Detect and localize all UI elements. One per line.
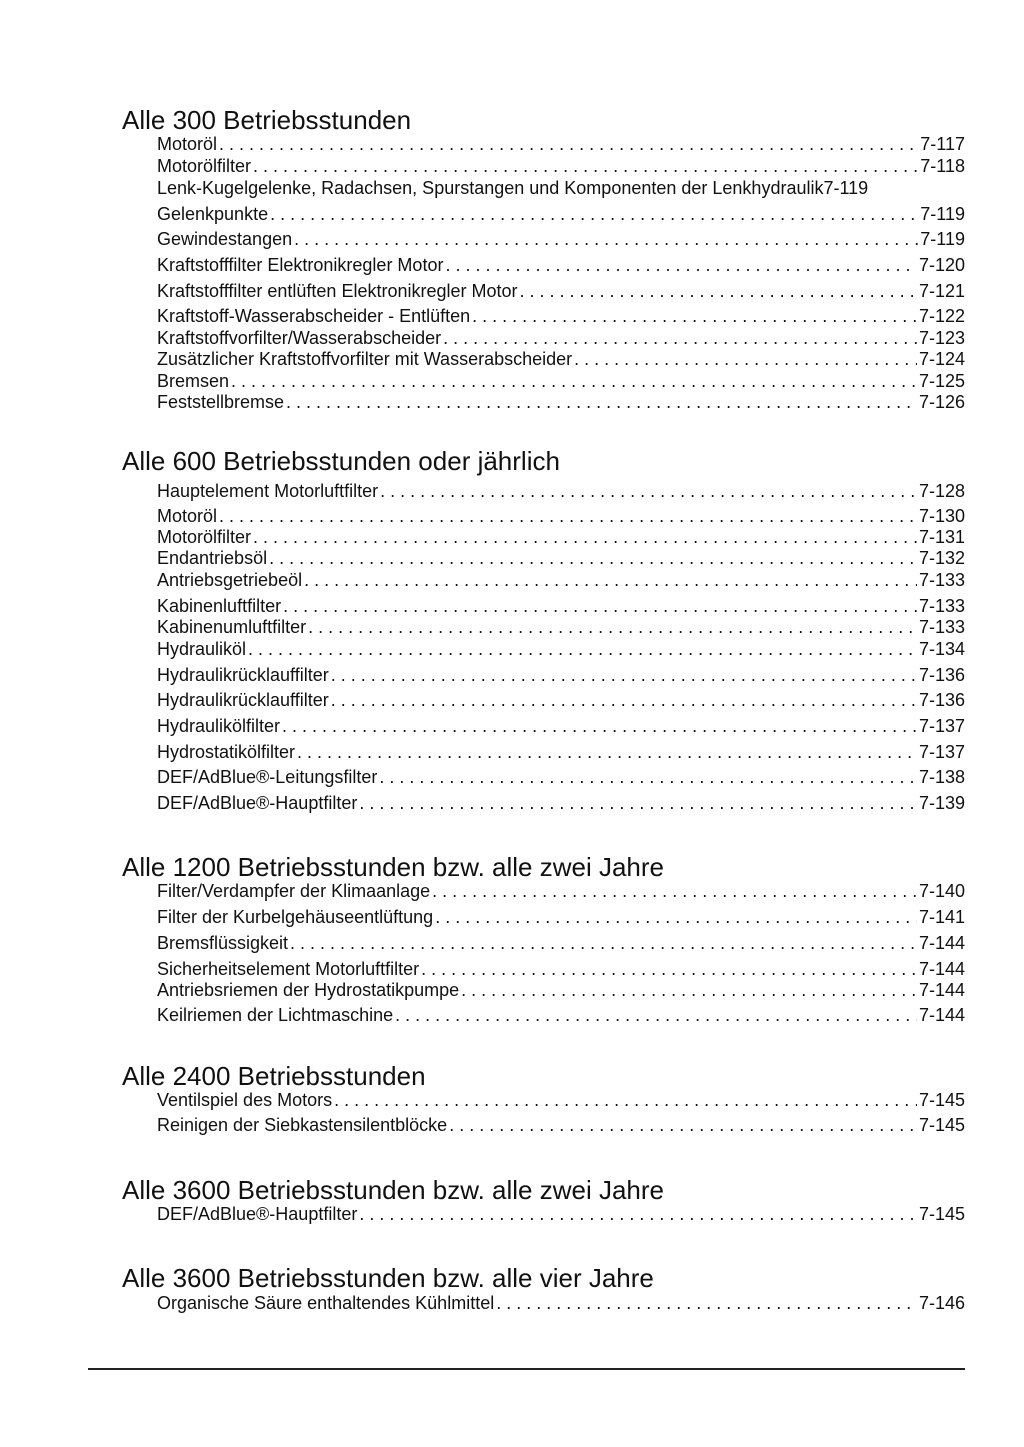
entry-label: Kabinenluftfilter: [157, 596, 282, 616]
dot-leader: [270, 203, 918, 225]
dot-leader: [282, 715, 917, 737]
entry-page-number: 7-138: [918, 767, 965, 787]
dot-leader: [269, 547, 917, 569]
toc-entry[interactable]: [157, 792, 965, 814]
toc-entry[interactable]: [157, 228, 965, 250]
toc-entry[interactable]: [157, 1203, 965, 1225]
entry-label: Sicherheitselement Motorluftfilter: [157, 959, 420, 979]
entry-label: DEF/AdBlue®-Leitungsfilter: [157, 767, 378, 787]
dot-leader: [449, 1114, 917, 1136]
entry-page-number: 7-133: [918, 570, 965, 590]
entry-page-number: 7-144: [918, 933, 965, 953]
toc-entry[interactable]: [157, 505, 965, 527]
dot-leader: [443, 327, 917, 349]
dot-leader: [435, 906, 917, 928]
dot-leader: [395, 1004, 917, 1026]
dot-leader: [290, 932, 917, 954]
section-title: Alle 1200 Betriebsstunden bzw. alle zwei Jahre: [122, 852, 664, 882]
entry-page-number: 7-137: [918, 742, 965, 762]
toc-entry[interactable]: [157, 979, 965, 1001]
entry-label: Organische Säure enthaltendes Kühlmittel: [157, 1293, 495, 1313]
dot-leader: [445, 254, 917, 276]
entry-page-number: 7-144: [918, 980, 965, 1000]
toc-entry[interactable]: [157, 280, 965, 302]
dot-leader: [286, 391, 917, 413]
entry-label: Endantriebsöl: [157, 548, 268, 568]
section-title: Alle 3600 Betriebsstunden bzw. alle vier Jahre: [122, 1263, 654, 1293]
entry-page-number: 7-144: [918, 1005, 965, 1025]
entry-page-number: 7-140: [918, 881, 965, 901]
section-title: Alle 2400 Betriebsstunden: [122, 1061, 426, 1091]
toc-entry[interactable]: [157, 1004, 965, 1026]
dot-leader: [219, 133, 918, 155]
entry-page-number: 7-130: [918, 506, 965, 526]
toc-entry[interactable]: [157, 526, 965, 548]
toc-entry[interactable]: [157, 741, 965, 763]
entry-label: Kraftstofffilter Elektronikregler Motor: [157, 255, 444, 275]
entry-label: Hydraulikölfilter: [157, 716, 281, 736]
entry-page-number: 7-119: [920, 229, 965, 249]
toc-entry[interactable]: [157, 932, 965, 954]
entry-label: Motoröl: [157, 134, 218, 154]
toc-entry[interactable]: [157, 906, 965, 928]
dot-leader: [432, 880, 917, 902]
entry-label: Ventilspiel des Motors: [157, 1090, 333, 1110]
entry-page-number: 7-133: [918, 596, 965, 616]
dot-leader: [379, 766, 917, 788]
entry-label: Bremsflüssigkeit: [157, 933, 289, 953]
dot-leader: [253, 526, 917, 548]
toc-entry[interactable]: [157, 958, 965, 980]
dot-leader: [308, 616, 917, 638]
entry-label: Lenk-Kugelgelenke, Radachsen, Spurstangen und Komponenten der Lenkhydraulik: [157, 178, 824, 198]
toc-entry[interactable]: [157, 1292, 965, 1314]
entry-label: Motoröl: [157, 506, 218, 526]
entry-label: Gewindestangen: [157, 229, 293, 249]
toc-entry[interactable]: [157, 370, 965, 392]
entry-label: Keilriemen der Lichtmaschine: [157, 1005, 394, 1025]
entry-page-number: 7-125: [918, 371, 965, 391]
entry-page-number: 7-136: [918, 690, 965, 710]
entry-label: Kraftstoffvorfilter/Wasserabscheider: [157, 328, 442, 348]
entry-page-number: 7-137: [918, 716, 965, 736]
entry-page-number: 7-136: [918, 665, 965, 685]
dot-leader: [380, 480, 917, 502]
entry-page-number: 7-134: [918, 639, 965, 659]
toc-entry[interactable]: [157, 664, 965, 686]
entry-label: Hydraulikrücklauffilter: [157, 665, 329, 685]
dot-leader: [283, 595, 917, 617]
entry-label: Gelenkpunkte: [157, 204, 269, 224]
entry-label: Kabinenumluftfilter: [157, 617, 307, 637]
entry-label: Bremsen: [157, 371, 230, 391]
toc-entry[interactable]: [157, 1089, 965, 1111]
entry-label: Filter/Verdampfer der Klimaanlage: [157, 881, 431, 901]
toc-entry[interactable]: [157, 177, 965, 199]
toc-entry[interactable]: [157, 1114, 965, 1136]
entry-page-number: 7-123: [918, 328, 965, 348]
toc-entry[interactable]: [157, 880, 965, 902]
toc-entry[interactable]: [157, 480, 965, 502]
entry-label: Hydrostatikölfilter: [157, 742, 296, 762]
dot-leader: [253, 155, 918, 177]
entry-label: Zusätzlicher Kraftstoffvorfilter mit Wasserabscheider: [157, 349, 573, 369]
toc-entry[interactable]: [157, 254, 965, 276]
dot-leader: [297, 741, 917, 763]
toc-entry[interactable]: [157, 616, 965, 638]
section-title: Alle 600 Betriebsstunden oder jährlich: [122, 446, 560, 476]
entry-page-number: 7-141: [918, 907, 965, 927]
section-title: Alle 300 Betriebsstunden: [122, 105, 412, 135]
entry-page-number: 7-144: [918, 959, 965, 979]
toc-entry[interactable]: [157, 348, 965, 370]
section-title: Alle 3600 Betriebsstunden bzw. alle zwei Jahre: [122, 1175, 664, 1205]
dot-leader: [248, 638, 917, 660]
dot-leader: [294, 228, 918, 250]
dot-leader: [219, 505, 917, 527]
entry-page-number: 7-145: [918, 1204, 965, 1224]
entry-page-number: 7-126: [918, 392, 965, 412]
entry-label: Kraftstoff-Wasserabscheider - Entlüften: [157, 306, 471, 326]
entry-page-number: 7-119: [920, 204, 965, 224]
toc-entry[interactable]: [157, 327, 965, 349]
entry-page-number: 7-118: [920, 156, 965, 176]
entry-page-number: 7-139: [918, 793, 965, 813]
entry-label: Motorölfilter: [157, 527, 252, 547]
dot-leader: [334, 1089, 917, 1111]
toc-entry[interactable]: [157, 391, 965, 413]
toc-entry[interactable]: [157, 203, 965, 225]
entry-label: Feststellbremse: [157, 392, 285, 412]
dot-leader: [520, 280, 917, 302]
entry-label: Kraftstofffilter entlüften Elektronikregler Motor: [157, 281, 518, 301]
toc-entry[interactable]: [157, 133, 965, 155]
toc-entry[interactable]: [157, 638, 965, 660]
entry-label: DEF/AdBlue®-Hauptfilter: [157, 793, 358, 813]
entry-label: DEF/AdBlue®-Hauptfilter: [157, 1204, 358, 1224]
dot-leader: [231, 370, 917, 392]
entry-page-number: 7-122: [918, 306, 965, 326]
toc-entry[interactable]: [157, 595, 965, 617]
dot-leader: [331, 664, 917, 686]
entry-page-number: 7-131: [918, 527, 965, 547]
footer-divider: [88, 1368, 965, 1370]
entry-label: Hydraulikrücklauffilter: [157, 690, 329, 710]
dot-leader: [461, 979, 917, 1001]
entry-label: Hauptelement Motorluftfilter: [157, 481, 379, 501]
entry-page-number: 7-133: [918, 617, 965, 637]
entry-page-number: 7-146: [918, 1293, 965, 1313]
entry-page-number: 7-145: [918, 1090, 965, 1110]
dot-leader: [421, 958, 917, 980]
entry-page-number: 7-128: [918, 481, 965, 501]
entry-label: Antriebsriemen der Hydrostatikpumpe: [157, 980, 460, 1000]
entry-page-number: 7-124: [918, 349, 965, 369]
entry-page-number: 7-120: [918, 255, 965, 275]
entry-page-number: 7-132: [918, 548, 965, 568]
entry-page-number: 7-145: [918, 1115, 965, 1135]
entry-page-number: 7-121: [918, 281, 965, 301]
entry-label: Antriebsgetriebeöl: [157, 570, 303, 590]
entry-page-number: 7-119: [823, 178, 869, 198]
dot-leader: [359, 1203, 917, 1225]
toc-entry[interactable]: [157, 715, 965, 737]
toc-entry[interactable]: [157, 305, 965, 327]
toc-entry[interactable]: [157, 547, 965, 569]
toc-entry[interactable]: [157, 689, 965, 711]
toc-entry[interactable]: [157, 155, 965, 177]
dot-leader: [496, 1292, 917, 1314]
dot-leader: [574, 348, 917, 370]
dot-leader: [472, 305, 917, 327]
entry-label: Filter der Kurbelgehäuseentlüftung: [157, 907, 434, 927]
entry-label: Reinigen der Siebkastensilentblöcke: [157, 1115, 448, 1135]
entry-label: Motorölfilter: [157, 156, 252, 176]
toc-entry[interactable]: [157, 766, 965, 788]
dot-leader: [359, 792, 917, 814]
dot-leader: [304, 569, 917, 591]
dot-leader: [331, 689, 917, 711]
toc-entry[interactable]: [157, 569, 965, 591]
entry-page-number: 7-117: [920, 134, 965, 154]
entry-label: Hydrauliköl: [157, 639, 247, 659]
